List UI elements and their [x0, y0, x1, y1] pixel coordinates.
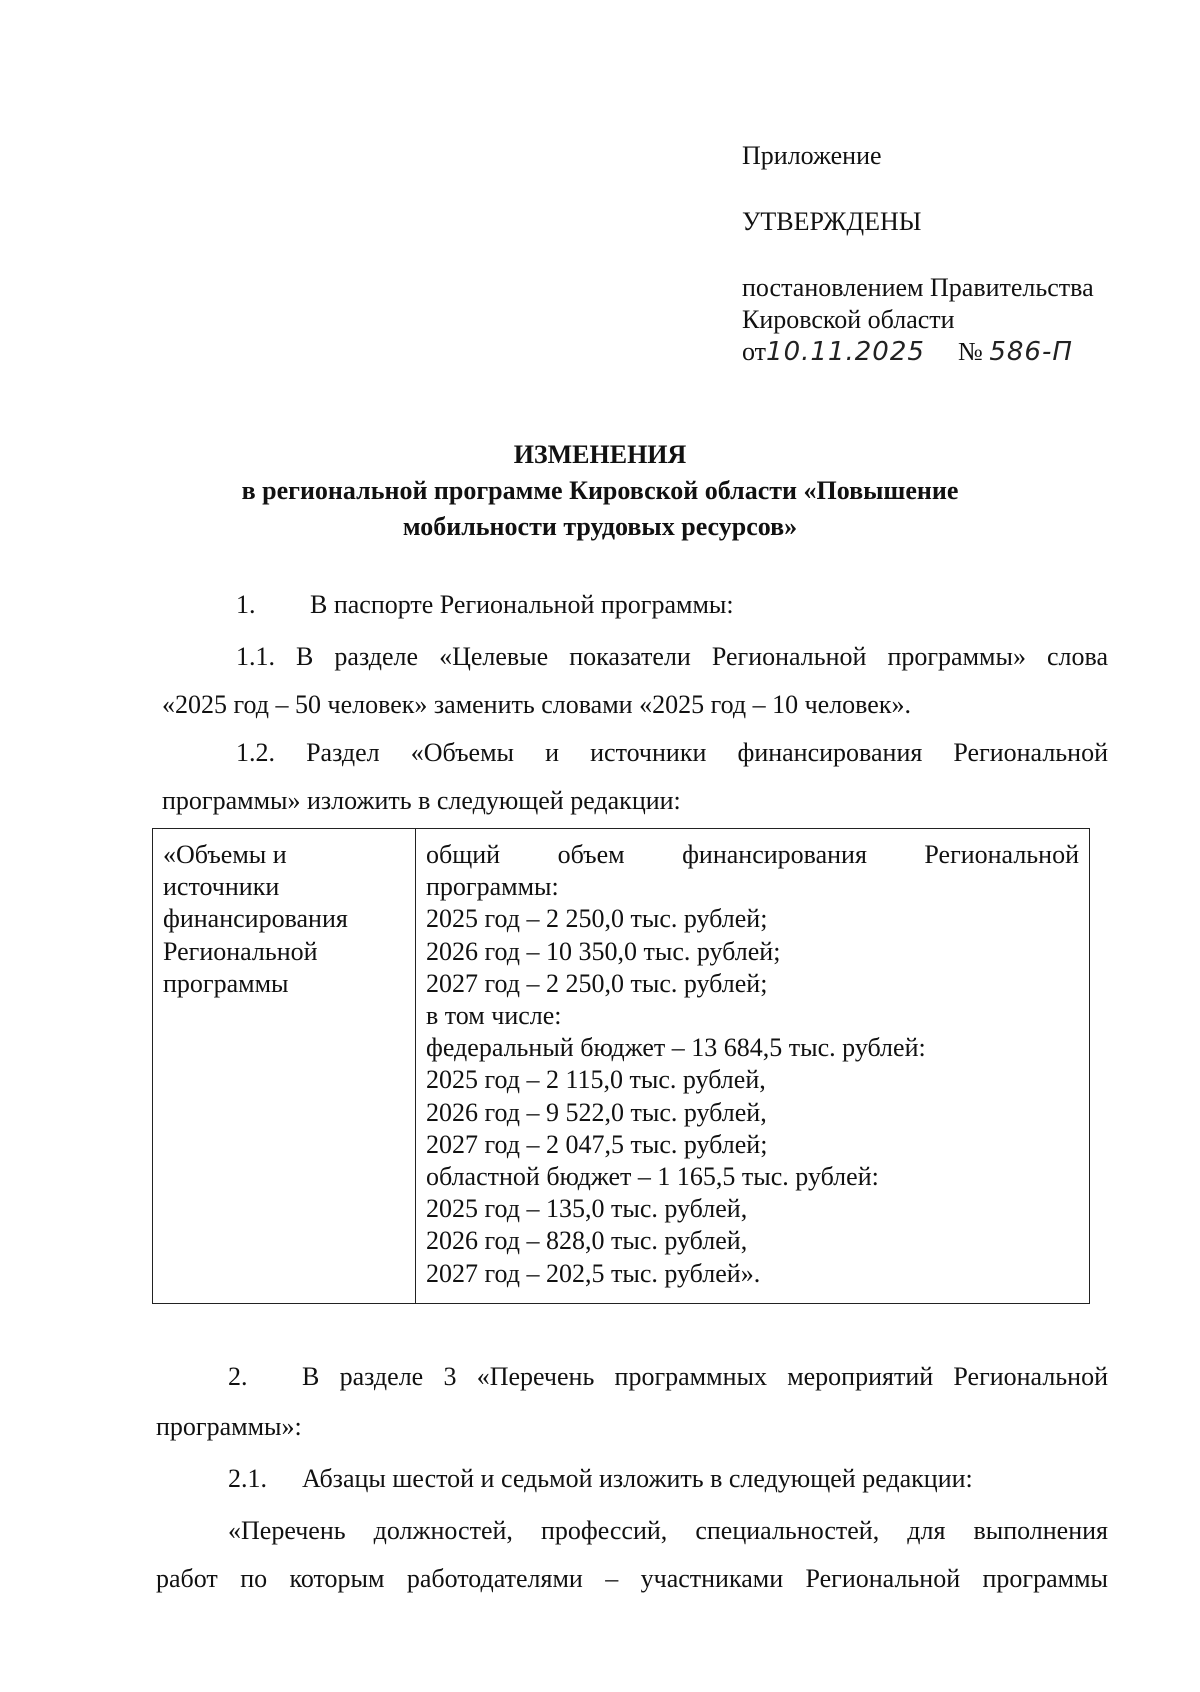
- financing-table: [152, 828, 1090, 1304]
- right-cell-line: 2026 год – 828,0 тыс. рублей,: [426, 1226, 748, 1256]
- table-cell-right: [416, 829, 1090, 1304]
- item-1-2-line-1: 1.2. Раздел «Объемы и источники финансирования Региональной: [236, 738, 1108, 767]
- right-cell-line: федеральный бюджет – 13 684,5 тыс. рублей:: [426, 1033, 926, 1063]
- handwritten-number: 586-П: [989, 337, 1073, 367]
- right-cell-line: 2026 год – 9 522,0 тыс. рублей,: [426, 1097, 767, 1127]
- right-cell-line: общий объем финансирования Региональной: [426, 840, 1079, 869]
- right-cell-line: областной бюджет – 1 165,5 тыс. рублей:: [426, 1162, 879, 1192]
- right-cell-line: 2027 год – 202,5 тыс. рублей».: [426, 1258, 761, 1288]
- item-1-text: В паспорте Региональной программы:: [310, 590, 734, 619]
- list-paragraph-line-1: «Перечень должностей, профессий, специальностей, для выполнения: [228, 1516, 1108, 1545]
- document-title: ИЗМЕНЕНИЯ: [513, 440, 687, 469]
- left-cell-line: Региональной: [163, 936, 318, 966]
- item-1-1-line-2: «2025 год – 50 человек» заменить словами «2025 год – 10 человек».: [162, 690, 911, 719]
- number-prefix: №: [958, 337, 983, 366]
- item-2-1-number: 2.1.: [228, 1464, 267, 1493]
- right-cell-line: 2027 год – 2 250,0 тыс. рублей;: [426, 968, 768, 998]
- right-cell-line: в том числе:: [426, 1001, 562, 1031]
- left-cell-line: «Объемы и: [163, 840, 287, 869]
- date-prefix: от: [742, 337, 767, 366]
- right-cell-line: 2025 год – 2 250,0 тыс. рублей;: [426, 904, 768, 934]
- table-row: [153, 829, 1090, 1304]
- item-1-2-line-2: программы» изложить в следующей редакции:: [162, 786, 681, 815]
- document-subtitle-line-1: в региональной программе Кировской области «Повышение: [241, 476, 959, 505]
- right-cell-line: 2027 год – 2 047,5 тыс. рублей;: [426, 1129, 768, 1159]
- resolution-number-line: [958, 336, 1073, 368]
- approved-label: УТВЕРЖДЕНЫ: [742, 207, 922, 236]
- right-cell-line: 2025 год – 135,0 тыс. рублей,: [426, 1194, 748, 1224]
- appendix-label: Приложение: [742, 141, 882, 170]
- document-subtitle-line-2: мобильности трудовых ресурсов»: [402, 512, 798, 541]
- right-cell-line: 2026 год – 10 350,0 тыс. рублей;: [426, 936, 781, 966]
- resolution-line-2: Кировской области: [742, 305, 955, 334]
- item-2-1-text: Абзацы шестой и седьмой изложить в следующей редакции:: [302, 1464, 973, 1493]
- item-1-1-line-1: 1.1. В разделе «Целевые показатели Региональной программы» слова: [236, 642, 1108, 671]
- handwritten-date: 10.11.2025: [766, 337, 925, 367]
- list-paragraph-line-2: работ по которым работодателями – участниками Региональной программы: [156, 1564, 1108, 1593]
- item-2-line-1: В разделе 3 «Перечень программных мероприятий Региональной: [302, 1362, 1108, 1391]
- right-cell-line: программы:: [426, 872, 559, 902]
- table-cell-left: [153, 829, 416, 1304]
- item-2-line-2: программы»:: [156, 1412, 302, 1441]
- resolution-date-line: [742, 336, 925, 368]
- left-cell-line: финансирования: [163, 904, 348, 934]
- left-cell-line: программы: [163, 968, 289, 998]
- left-cell-line: источники: [163, 872, 280, 902]
- item-1-number: 1.: [236, 590, 256, 619]
- item-2-number: 2.: [228, 1362, 248, 1391]
- resolution-line-1: постановлением Правительства: [742, 273, 1094, 302]
- right-cell-line: 2025 год – 2 115,0 тыс. рублей,: [426, 1065, 766, 1095]
